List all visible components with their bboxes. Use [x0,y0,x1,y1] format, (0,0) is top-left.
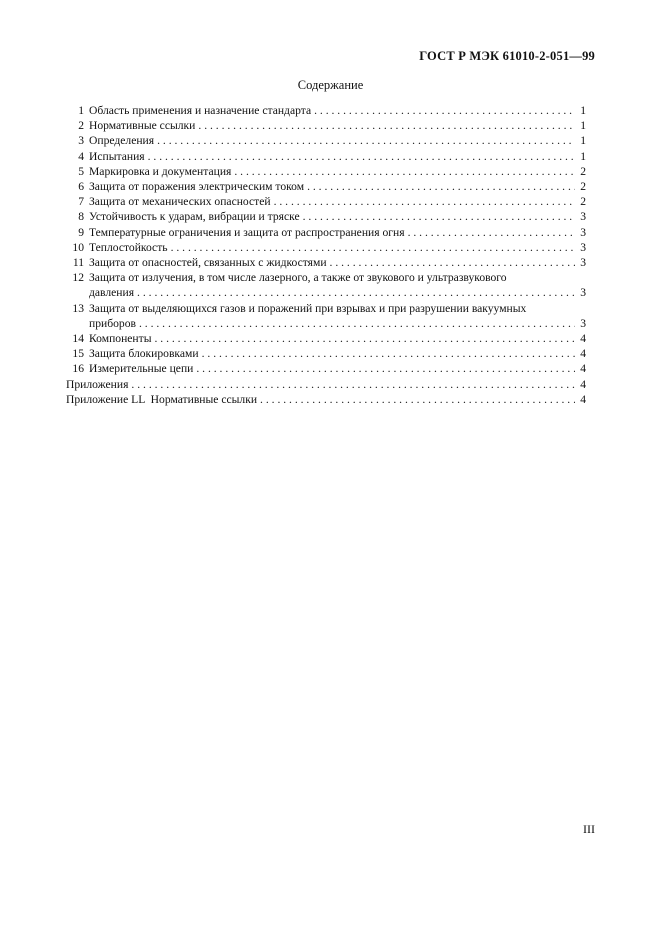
document-code: ГОСТ Р МЭК 61010-2-051—99 [419,49,595,63]
toc-entry-title: Маркировка и документация [89,164,232,178]
dot-leader [198,118,575,133]
toc-entry[interactable] [66,361,586,376]
toc-entry-page: 4 [580,347,586,361]
toc-entry-page: 4 [580,332,586,346]
toc-entry-number: 8 [78,210,84,224]
toc-entry-page: 1 [580,149,586,163]
toc-entry-title: Устойчивость к ударам, вибрации и тряске [89,210,300,224]
dot-leader [234,164,575,179]
toc-entry-number: 16 [72,362,84,376]
toc-entry-page: 3 [580,286,586,300]
toc-entry[interactable] [66,118,586,133]
dot-leader [303,209,575,224]
toc-entry-title-line2: приборов [89,316,136,330]
dot-leader [408,225,575,240]
page-title: Содержание [297,78,364,92]
toc-entry-page: 3 [580,240,586,254]
toc-entry-multiline[interactable] [66,301,586,331]
toc-entry-number: 15 [72,347,84,361]
toc-entry-page: 3 [580,210,586,224]
toc-entry[interactable] [66,164,586,179]
toc-entry[interactable] [66,194,586,209]
toc-entry-number: 10 [72,240,84,254]
toc-entry-number: 14 [72,332,84,346]
toc-entry-title: Защита от механических опасностей [89,195,271,209]
dot-leader [137,285,575,300]
table-of-contents [66,103,586,407]
toc-entry-page: 3 [580,316,586,330]
toc-entry-appendix-ll[interactable] [66,392,586,407]
toc-entry-number: 13 [72,301,84,315]
toc-entry-title: Нормативные ссылки [89,119,196,133]
dot-leader [171,240,575,255]
dot-leader [131,377,575,392]
toc-entry[interactable] [66,209,586,224]
toc-entry-title: Теплостойкость [89,240,168,254]
toc-entry[interactable] [66,225,586,240]
dot-leader [274,194,575,209]
toc-entry[interactable] [66,103,586,118]
dot-leader [196,361,575,376]
toc-entry-title: Измерительные цепи [89,362,194,376]
toc-entry-number: 6 [78,180,84,194]
toc-entry[interactable] [66,255,586,270]
toc-entry-number: 12 [72,271,84,285]
toc-entry-page: 1 [580,134,586,148]
toc-entry-title: Приложение LL Нормативные ссылки [66,392,258,406]
toc-entry-title: Компоненты [89,332,152,346]
toc-entry-number: 3 [78,134,84,148]
dot-leader [314,103,575,118]
toc-entry-number: 7 [78,195,84,209]
toc-entry[interactable] [66,240,586,255]
toc-entry-page: 4 [580,377,586,391]
toc-entry-page: 4 [580,362,586,376]
toc-entry[interactable] [66,179,586,194]
toc-entry-number: 5 [78,164,84,178]
toc-entry-title: Область применения и назначение стандарта [89,104,312,117]
toc-entry-multiline[interactable] [66,270,586,300]
toc-entry-number: 4 [78,149,84,163]
toc-entry-title: Определения [89,134,155,148]
toc-entry-number: 11 [72,256,84,270]
toc-entry-title: Защита от поражения электрическим током [89,180,305,194]
dot-leader [154,331,575,346]
dot-leader [202,346,575,361]
toc-entry-title: Испытания [89,149,145,163]
dot-leader [148,149,575,164]
toc-entry-page: 2 [580,164,586,178]
toc-entry-page: 3 [580,225,586,239]
toc-entry-page: 1 [580,119,586,133]
toc-entry-page: 4 [580,392,586,406]
toc-entry-title: Защита блокировками [89,347,199,361]
toc-entry-page: 2 [580,195,586,209]
dot-leader [157,133,575,148]
toc-entry-title-line1: Защита от излучения, в том числе лазерного, а также от звукового и ультразвукового [89,271,507,285]
dot-leader [260,392,575,407]
toc-entry-title: Приложения [66,377,129,391]
toc-entry-number: 1 [78,104,84,117]
toc-entry[interactable] [66,133,586,148]
dot-leader [330,255,575,270]
toc-entry-title: Температурные ограничения и защита от распространения огня [89,225,405,239]
toc-entry-title-line2: давления [89,286,135,300]
toc-entry-title: Защита от опасностей, связанных с жидкостями [89,256,327,270]
toc-entry[interactable] [66,149,586,164]
toc-entry[interactable] [66,331,586,346]
toc-entry[interactable] [66,346,586,361]
dot-leader [307,179,575,194]
toc-entry-number: 9 [78,225,84,239]
toc-entry-page: 1 [580,104,586,117]
toc-entry-page: 2 [580,180,586,194]
dot-leader [139,316,575,331]
toc-entry-number: 2 [78,119,84,133]
toc-entry-title-line1: Защита от выделяющихся газов и поражений при взрывах и при разрушении вакуумных [89,301,527,315]
toc-entry-page: 3 [580,256,586,270]
toc-entry-appendices[interactable] [66,377,586,392]
page-number: III [583,822,595,836]
